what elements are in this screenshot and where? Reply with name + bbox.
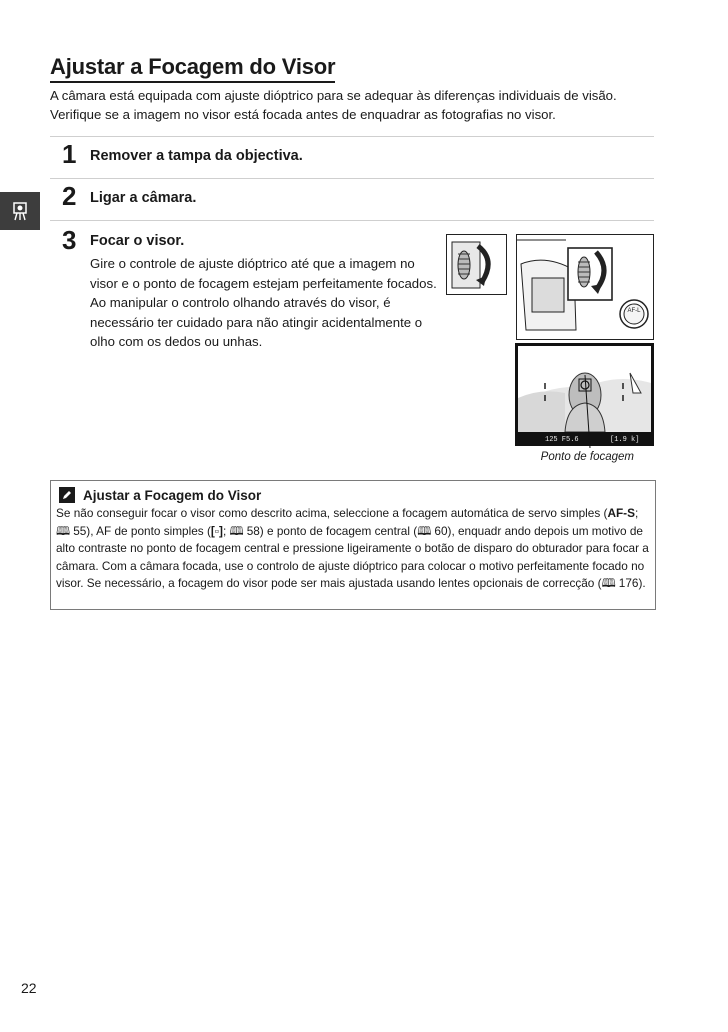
note-text: Se não conseguir focar o visor como descrito acima, seleccione a focagem automática de servo simples ( <box>56 506 608 520</box>
viewfinder-exposure-readout: 125 F5.6 <box>545 436 579 444</box>
book-reference-icon: 🕮 <box>417 523 435 538</box>
focus-point-caption: Ponto de focagem <box>540 451 634 463</box>
page-title: Ajustar a Focagem do Visor <box>50 54 335 83</box>
step-1-number: 1 <box>62 139 77 169</box>
caption-leader-line <box>580 370 610 450</box>
note-title: Ajustar a Focagem do Visor <box>83 487 262 503</box>
page-number: 22 <box>21 980 37 996</box>
single-point-af-icon: [▫] <box>210 523 223 538</box>
step-2-number: 2 <box>62 181 77 211</box>
intro-paragraph: A câmara está equipada com ajuste dióptrico para se adequar às diferenças individuais de visão. Verifique se a imagem no visor está focada antes de enquadrar as fotografias no visor. <box>50 88 617 122</box>
section-tab <box>0 192 40 230</box>
step-3-heading: Focar o visor. <box>90 233 185 249</box>
step-2-heading: Ligar a câmara. <box>90 190 197 206</box>
note-text: 176). <box>618 576 646 591</box>
divider <box>50 178 654 179</box>
step-3-number: 3 <box>62 225 77 255</box>
note-text: ; <box>634 506 639 520</box>
note-text: 60), enquadr ando depois um motivo de alto contraste no ponto de focagem central e pressione ligeiramente o botão de disparo do obturador para focar a câmara. Com a câmara focada, use o controlo de ajuste dióptrico para colocar o motivo perfeitamente focado no visor. Se necessário, a focagem do visor pode ser mais ajustada usando lentes opcionais de correcção ( <box>56 523 649 591</box>
note-body <box>56 505 650 593</box>
book-reference-icon: 🕮 <box>56 523 74 538</box>
camera-setup-icon <box>0 192 40 230</box>
divider <box>50 220 654 221</box>
note-text: 55), AF de ponto simples ( <box>73 523 211 538</box>
viewfinder-frame-count: [1.9 k] <box>610 436 640 444</box>
diopter-control-illustration <box>446 234 654 340</box>
note-box <box>50 480 656 610</box>
book-reference-icon: 🕮 <box>601 576 619 591</box>
afl-button-label: AF-L <box>627 308 641 314</box>
book-reference-icon: 🕮 <box>229 523 247 538</box>
af-s-mode-label: AF-S <box>607 506 635 520</box>
divider <box>50 136 654 137</box>
pencil-note-icon <box>59 487 75 503</box>
note-text: 58) e ponto de focagem central ( <box>246 523 418 538</box>
step-3-body: Gire o controle de ajuste dióptrico até que a imagem no visor e o ponto de focagem estejam perfeitamente focados. Ao manipular o controlo olhando através do visor, é necessário ter cuidado para não atingir acidentalmente o olho com os dedos ou unhas. <box>90 256 437 349</box>
step-1-heading: Remover a tampa da objectiva. <box>90 148 303 164</box>
note-text: ; <box>222 523 230 538</box>
